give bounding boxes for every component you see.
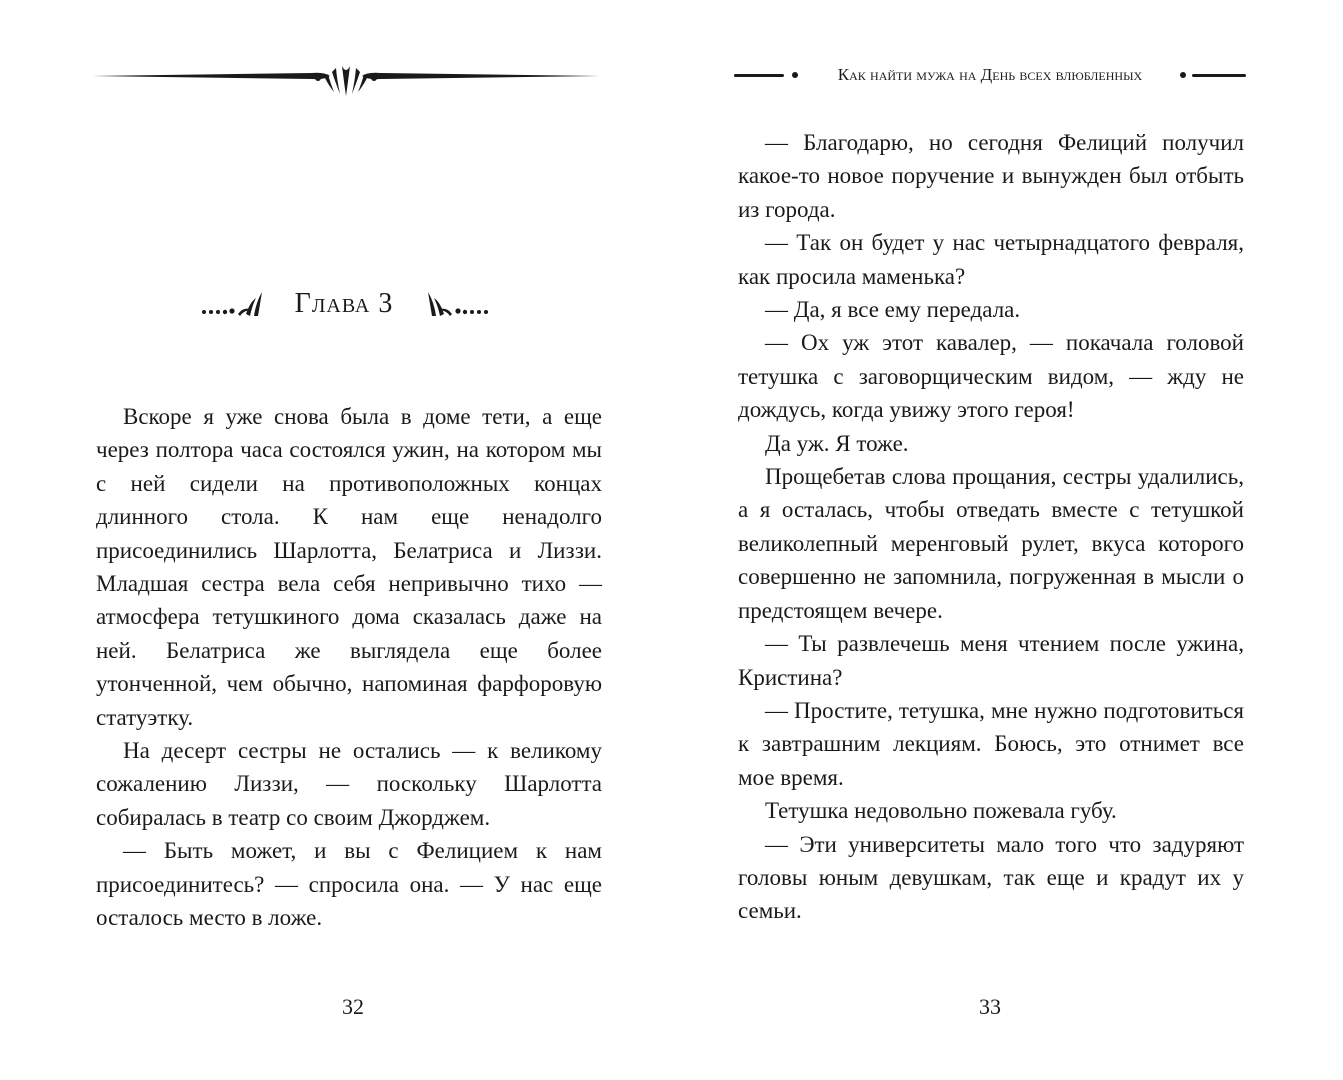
right-page-body [738,126,1244,928]
running-header-title: Как найти мужа на День всех влюбленных [837,65,1143,84]
chapter-flourish-right-icon [424,288,490,320]
page-number: 33 [979,994,1001,1019]
paragraph: — Быть может, и вы с Фелицием к нам присоединитесь? — спросила она. — У нас еще осталось место в ложе. [96,838,602,931]
chapter-flourish-left-icon [200,288,266,320]
left-page-body [96,400,602,935]
paragraph: Тетушка недовольно пожевала губу. [765,798,1117,824]
header-rule-left [734,74,784,77]
paragraph: — Ох уж этот кавалер, — покачала головой тетушка с заговорщическим видом, — жду не дождусь, когда увижу этого героя! [738,330,1244,423]
paragraph: Да уж. Я тоже. [765,430,909,456]
running-header [734,60,1246,90]
page-number: 32 [342,994,364,1019]
header-rule-right [1192,74,1246,77]
paragraph: — Благодарю, но сегодня Фелиций получил какое-то новое поручение и вынужден был отбыть из города. [738,130,1244,222]
paragraph: — Простите, тетушка, мне нужно подготовиться к завтрашним лекциям. Боюсь, это отнимет все мое время. [738,697,1244,790]
top-ornament [92,56,600,100]
paragraph: — Да, я все ему передала. [765,297,1021,323]
paragraph: — Так он будет у нас четырнадцатого февраля, как просила маменька? [738,230,1244,289]
paragraph: Прощебетав слова прощания, сестры удалились, а я осталась, чтобы отведать вместе с тетушкой великолепный меренговый рулет, вкуса которого совершенно не запомнила, погруженная в мысли о предстоящем вечере. [738,464,1244,623]
paragraph: Вскоре я уже снова была в доме тети, а еще через полтора часа состоялся ужин, на котором мы с ней сидели на противоположных концах длинного стола. К нам еще ненадолго присоединились Шарлотта, Белатриса и Лиззи. Младшая сестра вела себя непривычно тихо — атмосфера тетушкиного дома сказалась даже на ней. Белатриса же выглядела еще более утонченной, чем обычно, напоминая фарфоровую статуэтку. [96,404,602,730]
chapter-title: Глава 3 [294,288,394,319]
header-dot-left [792,72,798,78]
right-page [672,0,1343,1080]
paragraph: На десерт сестры не остались — к великому сожалению Лиззи, — поскольку Шарлотта собиралась в театр со своим Джорджем. [96,738,602,830]
paragraph: — Ты развлечешь меня чтением после ужина, Кристина? [738,631,1244,690]
chapter-heading [200,282,490,326]
paragraph: — Эти университеты мало того что задуряют головы юным девушкам, так еще и крадут их у семьи. [738,831,1244,924]
header-dot-right [1180,72,1186,78]
